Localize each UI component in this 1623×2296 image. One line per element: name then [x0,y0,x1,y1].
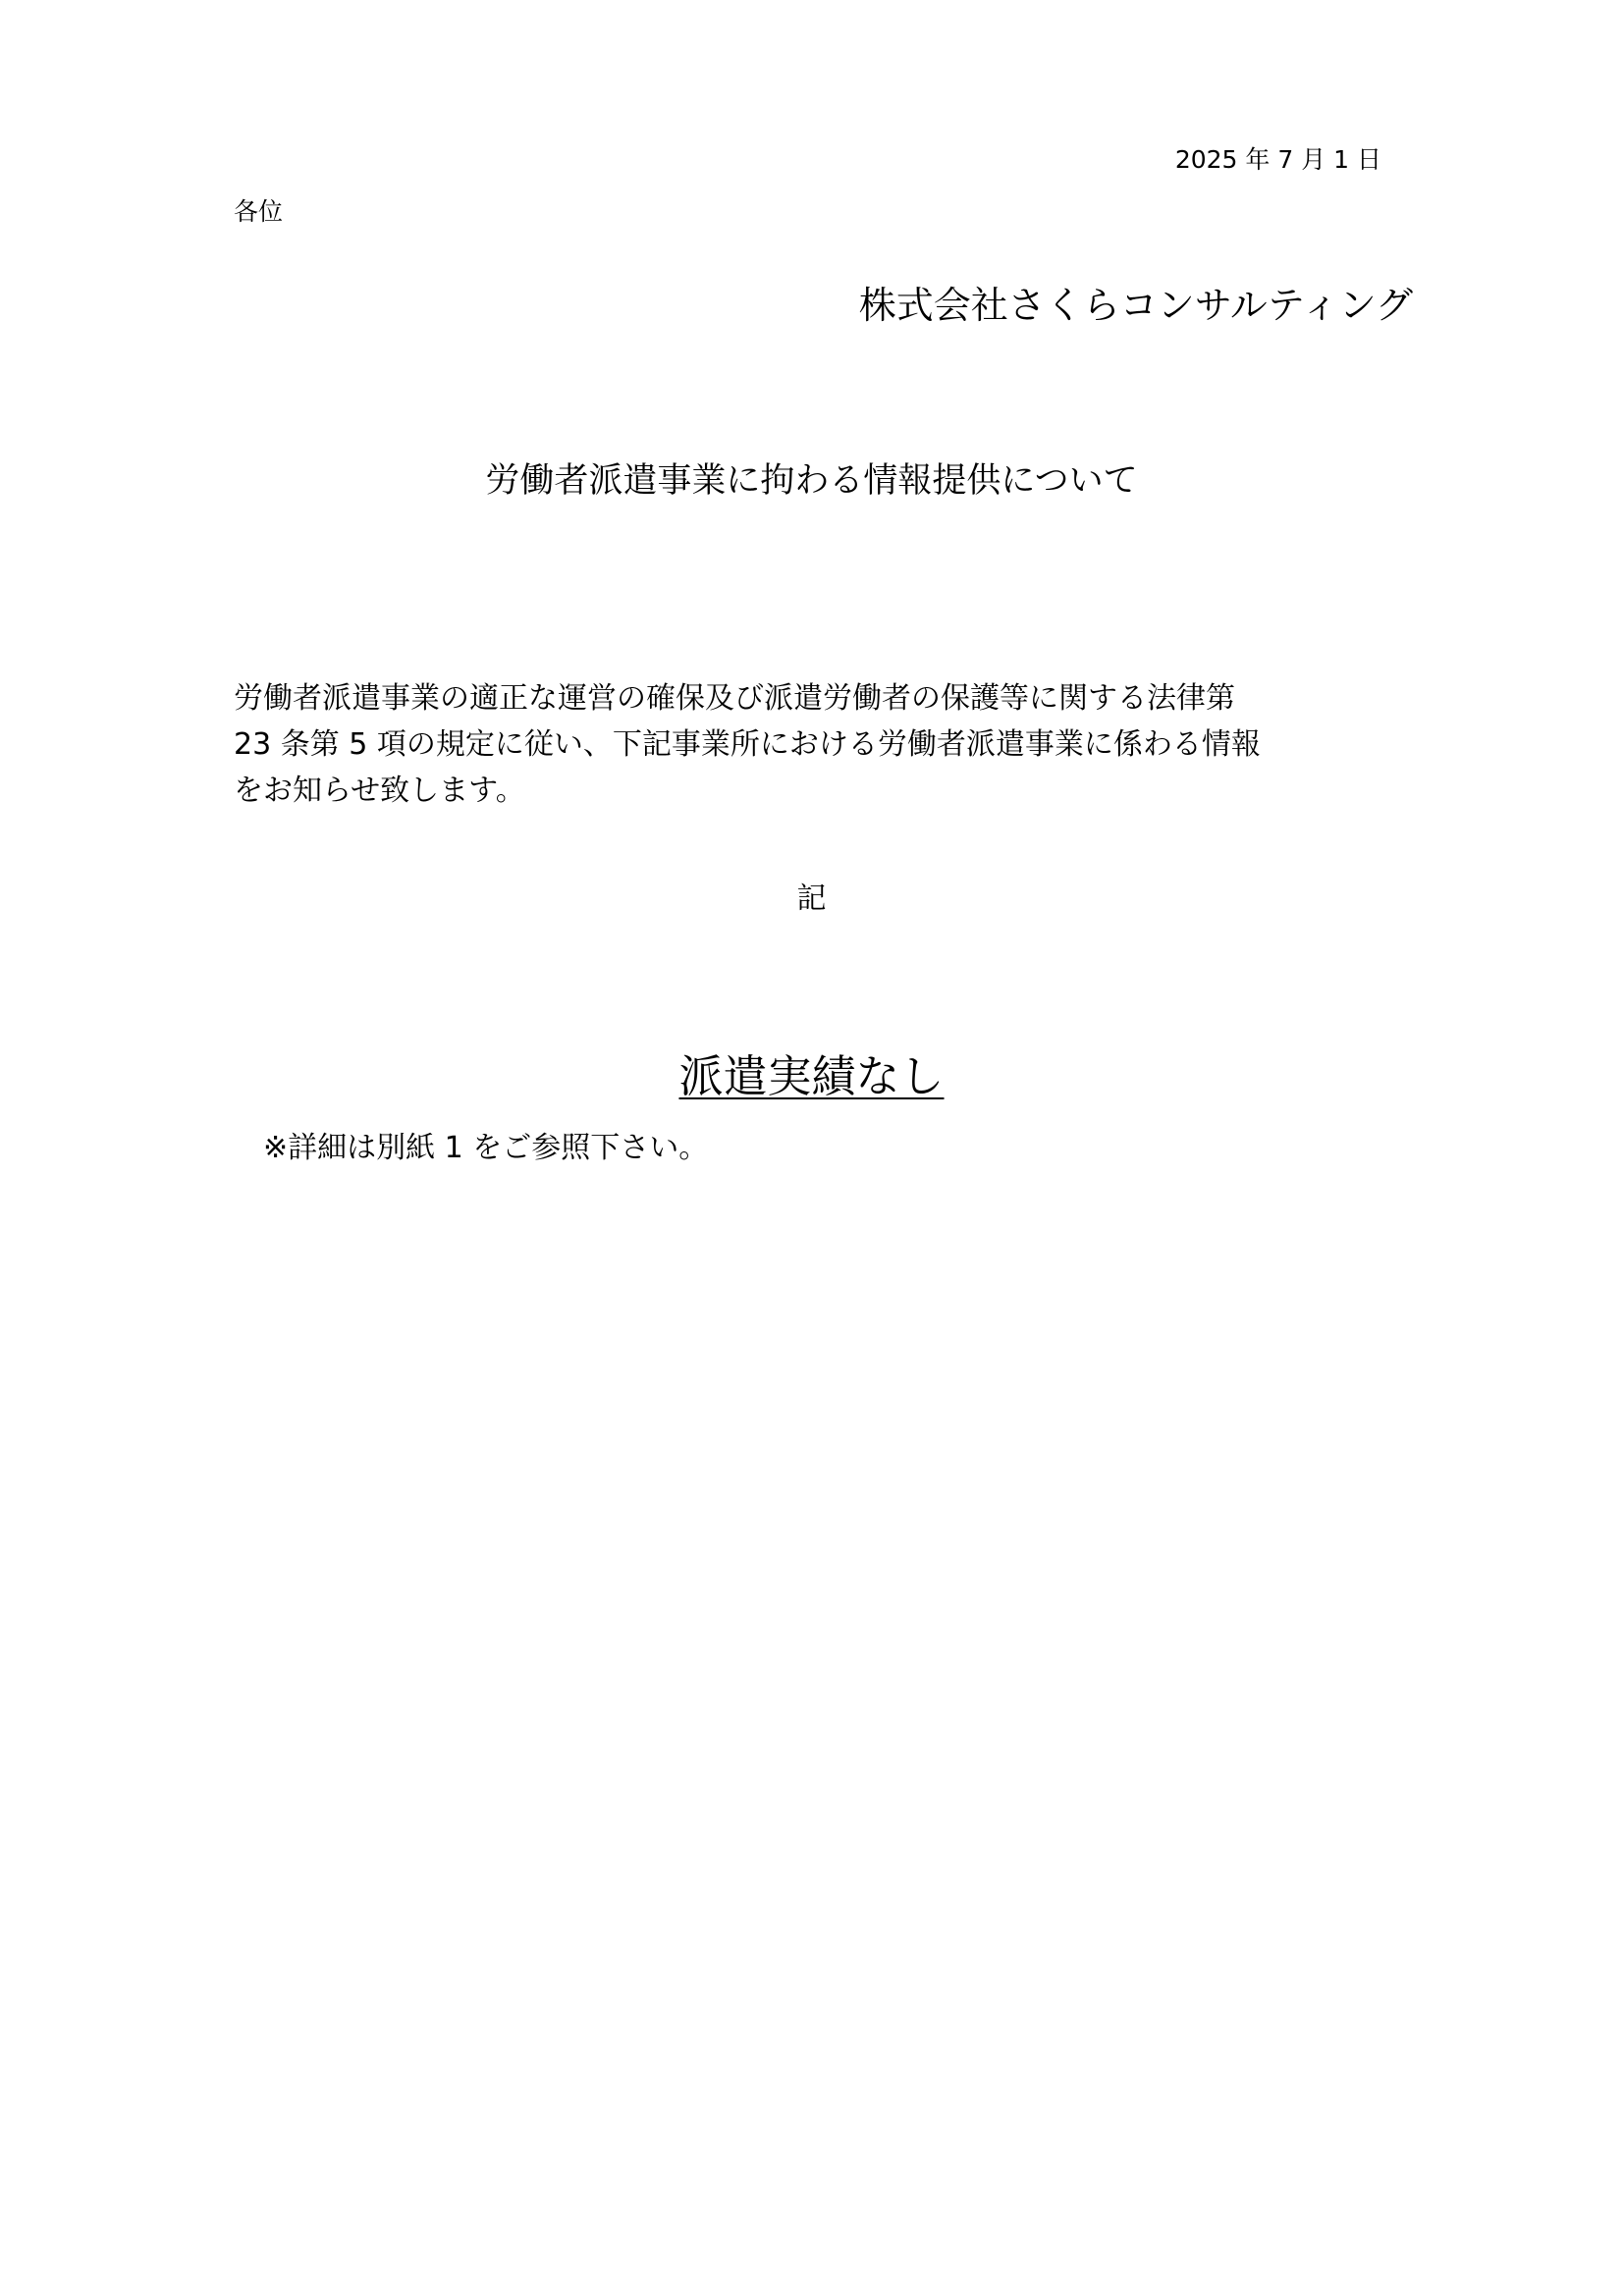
body-line: 労働者派遣事業の適正な運営の確保及び派遣労働者の保護等に関する法律第 [234,681,1235,716]
result-statement [0,1041,1623,1104]
body-paragraph [234,675,1392,814]
ki-heading: 記 [796,881,827,916]
document-title: 労働者派遣事業に拘わる情報提供について [485,461,1138,501]
body-line: 23 条第 5 項の規定に従い、下記事業所における労働者派遣事業に係わる情報 [234,727,1261,762]
company-name: 株式会社さくらコンサルティング [858,284,1413,327]
note-text: ※詳細は別紙 1 をご参照下さい。 [263,1131,709,1165]
result-text: 派遣実績なし [678,1050,945,1102]
recipient: 各位 [234,197,284,226]
body-line: をお知らせ致します。 [234,774,525,808]
document-date: 2025 年 7 月 1 日 [1174,145,1381,174]
